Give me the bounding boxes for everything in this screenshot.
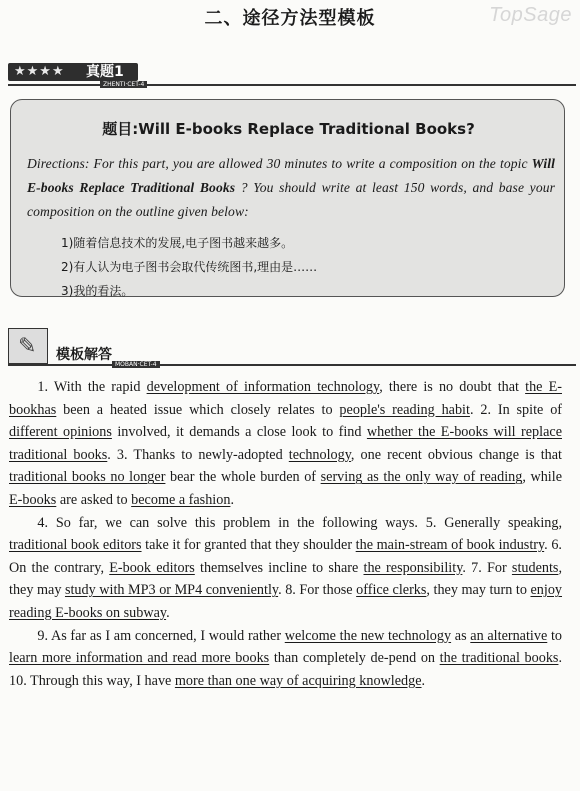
text-run: than completely de-pend on	[269, 650, 440, 667]
underlined-phrase: study with MP3 or MP4 conveniently	[64, 582, 279, 599]
text-run: take it for granted that they shoulder	[141, 537, 356, 554]
underlined-phrase: an alternative	[470, 627, 548, 644]
directions-part-a: Directions: For this part, you are allowed 30 minutes to write a composition on the topic	[27, 156, 532, 171]
text-run: involved, it demands a close look to find	[111, 424, 367, 441]
text-run: are asked to	[56, 491, 132, 508]
underlined-phrase: enjoy reading E-books on subway	[9, 582, 563, 621]
question-box	[10, 99, 565, 297]
text-run: themselves incline to share	[194, 559, 364, 576]
text-run: .	[166, 604, 170, 621]
underlined-phrase: students	[511, 559, 559, 576]
question-title: 题目:Will E-books Replace Traditional Books?	[102, 120, 475, 138]
section-header-real-exam	[8, 60, 153, 88]
underlined-phrase: whether the E-books will replace traditional books	[9, 424, 562, 463]
section-header-template-answer	[8, 328, 168, 372]
text-run: 9. As far as I am concerned, I would rather	[37, 627, 285, 644]
underlined-phrase: technology	[288, 446, 351, 463]
underlined-phrase: the traditional books	[439, 650, 559, 667]
answer-paragraph	[9, 625, 562, 693]
text-run: . 10. Through this way, I have	[9, 650, 562, 689]
section-rule	[8, 364, 576, 366]
text-run: , there is no doubt that	[379, 379, 526, 395]
text-run: been a heated issue which closely relates to	[56, 401, 340, 418]
underlined-phrase: learn more information and read more books	[9, 650, 270, 667]
underlined-phrase: the main-stream of book industry	[355, 537, 545, 554]
text-run: . 3. Thanks to newly-adopted	[107, 446, 289, 463]
outline-item: 3)我的看法。	[61, 284, 134, 298]
underlined-phrase: more than one way of acquiring knowledge	[174, 672, 422, 689]
section-sublabel: MOBAN·CET-4	[112, 361, 160, 368]
underlined-phrase: traditional book editors	[9, 537, 142, 554]
directions-topic: Will E-books Replace Traditional Books	[27, 156, 555, 195]
underlined-phrase: the responsibility	[363, 559, 463, 576]
underlined-phrase: E-books	[9, 491, 57, 508]
star-icon: ★★★★	[14, 64, 65, 79]
answer-paragraph	[9, 512, 562, 625]
text-run: . 6. On the contrary,	[9, 537, 562, 576]
outline-item: 2)有人认为电子图书会取代传统图书,理由是……	[61, 260, 318, 274]
directions-text	[27, 152, 555, 224]
section-sublabel: ZHENTI·CET-4	[100, 81, 147, 88]
text-run: bear the whole burden of	[165, 469, 321, 486]
text-run: 1. With the rapid	[37, 379, 147, 395]
section-label: 真题1	[86, 64, 124, 80]
text-run: .	[230, 491, 234, 508]
underlined-phrase: serving as the only way of reading	[320, 469, 523, 486]
text-run: , they may turn to	[426, 582, 531, 599]
text-run: , they may	[9, 559, 562, 599]
underlined-phrase: become a fashion	[131, 491, 231, 508]
outline-item: 1)随着信息技术的发展,电子图书越来越多。	[61, 236, 294, 250]
text-run: to	[547, 627, 563, 644]
underlined-phrase: people's reading habit	[339, 401, 470, 418]
outline-list	[61, 231, 317, 303]
text-run: , one recent obvious change is that	[350, 446, 562, 463]
underlined-phrase: development of information technology	[146, 379, 380, 395]
section-label: 模板解答	[56, 347, 112, 363]
directions-part-b: ? You should write at least 150 words, and base your composition on the outline given below:	[27, 180, 556, 219]
underlined-phrase: traditional books no longer	[9, 469, 166, 486]
pen-tool-icon: ✎	[8, 328, 48, 364]
answer-text	[9, 376, 562, 692]
text-run: . 7. For	[462, 559, 512, 576]
text-run: . 8. For those	[278, 582, 357, 599]
underlined-phrase: E-book editors	[109, 559, 195, 576]
watermark: TopSage	[489, 4, 572, 26]
page-title: 二、途径方法型模板	[204, 8, 376, 29]
answer-paragraph	[9, 376, 562, 512]
text-run: .	[421, 672, 426, 689]
text-run: . 2. In spite of	[469, 401, 563, 418]
underlined-phrase: different opinions	[9, 424, 112, 441]
underlined-phrase: office clerks	[356, 582, 427, 599]
underlined-phrase: welcome the new technology	[284, 627, 452, 644]
text-run: as	[451, 627, 471, 644]
underlined-phrase: the E-bookhas	[9, 379, 562, 418]
text-run: , while	[522, 469, 562, 486]
section-rule	[8, 84, 576, 86]
text-run: 4. So far, we can solve this problem in the following ways. 5. Generally speaking,	[37, 514, 562, 531]
